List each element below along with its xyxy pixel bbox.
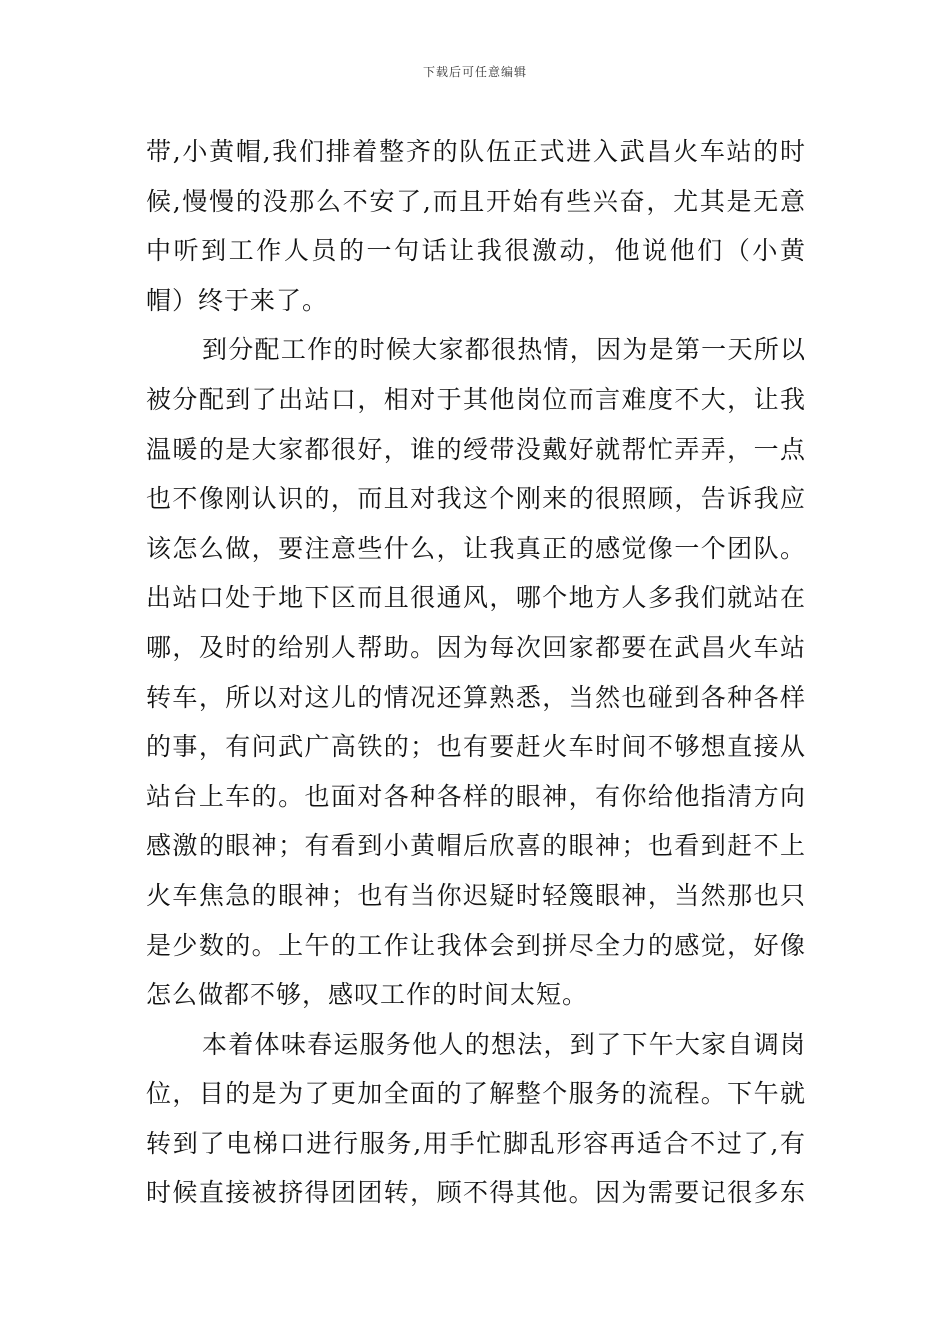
text-line: 该怎么做，要注意些什么，让我真正的感觉像一个团队。 — [146, 533, 806, 563]
text-line: 帽）终于来了。 — [146, 285, 329, 315]
text-line: 带,小黄帽,我们排着整齐的队伍正式进入武昌火车站的时 — [146, 137, 806, 166]
text-line: 转到了电梯口进行服务,用手忙脚乱形容再适合不过了,有 — [146, 1128, 806, 1158]
text-line: 哪，及时的给别人帮助。因为每次回家都要在武昌火车站 — [146, 632, 806, 662]
text-line: 感激的眼神；有看到小黄帽后欣喜的眼神；也看到赶不上 — [146, 831, 806, 861]
text-line: 本着体味春运服务他人的想法，到了下午大家自调岗 — [202, 1029, 806, 1059]
text-line: 站台上车的。也面对各种各样的眼神，有你给他指清方向 — [146, 781, 806, 811]
text-line: 候,慢慢的没那么不安了,而且开始有些兴奋，尤其是无意 — [146, 186, 806, 216]
text-line: 出站口处于地下区而且很通风，哪个地方人多我们就站在 — [146, 583, 806, 613]
text-line: 时候直接被挤得团团转，顾不得其他。因为需要记很多东 — [146, 1178, 806, 1208]
text-line: 中听到工作人员的一句话让我很激动，他说他们（小黄 — [146, 236, 806, 266]
document-body — [146, 127, 806, 1218]
page-header: 下载后可任意编辑 — [422, 65, 527, 79]
text-line: 怎么做都不够，感叹工作的时间太短。 — [146, 980, 589, 1010]
text-line: 转车，所以对这儿的情况还算熟悉，当然也碰到各种各样 — [146, 682, 806, 712]
text-line: 也不像刚认识的，而且对我这个刚来的很照顾，告诉我应 — [146, 484, 806, 514]
text-line: 被分配到了出站口，相对于其他岗位而言难度不大，让我 — [146, 384, 806, 414]
text-line: 位，目的是为了更加全面的了解整个服务的流程。下午就 — [146, 1079, 806, 1109]
text-line: 温暖的是大家都很好，谁的绶带没戴好就帮忙弄弄，一点 — [146, 434, 806, 464]
text-line: 是少数的。上午的工作让我体会到拼尽全力的感觉，好像 — [146, 930, 806, 960]
text-line: 火车焦急的眼神；也有当你迟疑时轻篾眼神，当然那也只 — [146, 880, 806, 910]
text-line: 到分配工作的时候大家都很热情，因为是第一天所以 — [202, 335, 806, 365]
text-line: 的事，有问武广高铁的；也有要赶火车时间不够想直接从 — [146, 732, 806, 762]
